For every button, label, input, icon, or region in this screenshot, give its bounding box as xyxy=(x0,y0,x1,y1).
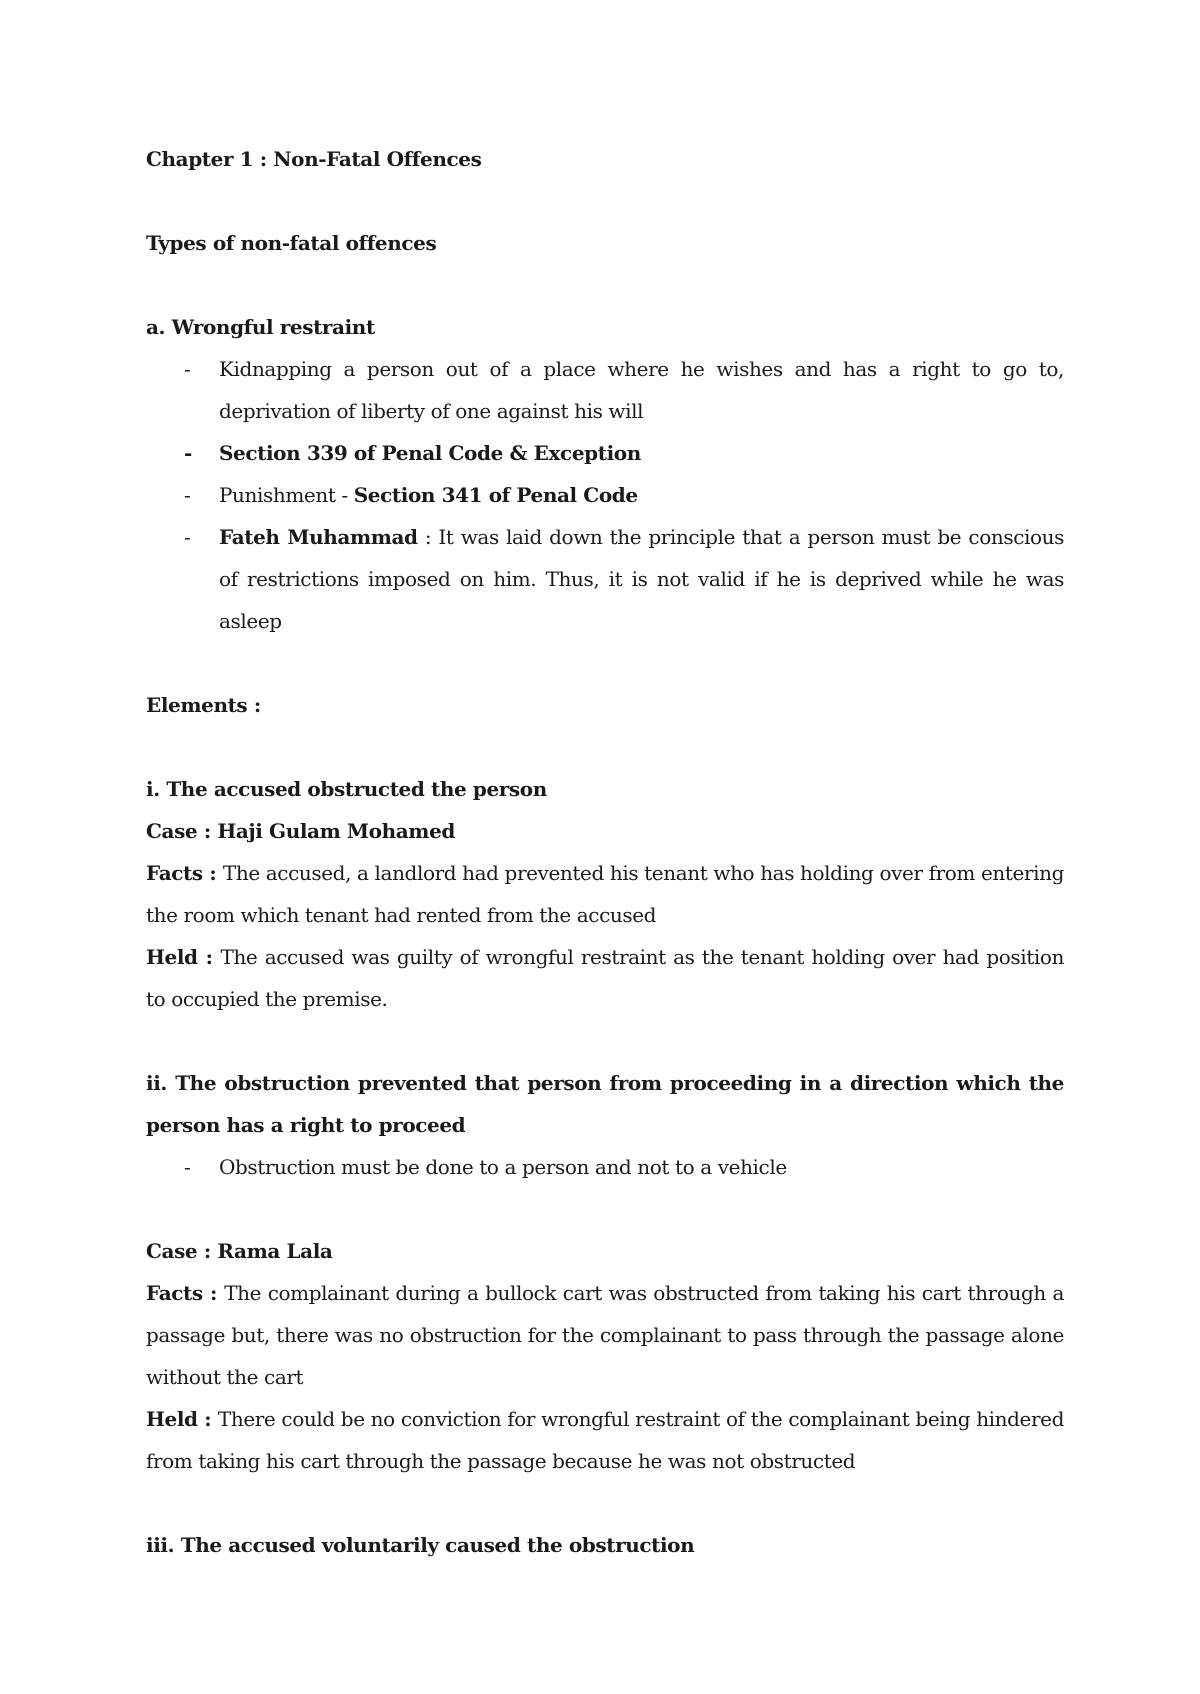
element-i-held xyxy=(146,936,1064,1020)
chapter-title: Chapter 1 : Non-Fatal Offences xyxy=(146,147,482,171)
case-fateh-text: : It was laid down the principle that a person must be conscious of restrictions imposed on him. Thus, it is not valid if he is deprived while he was asleep xyxy=(219,525,1064,633)
spacer xyxy=(146,1482,1064,1524)
element-iii-heading: iii. The accused voluntarily caused the obstruction xyxy=(146,1533,695,1557)
held-label: Held : xyxy=(146,1407,218,1431)
bullet-section-text: Section 339 of Penal Code & Exception xyxy=(219,441,641,465)
held-label: Held : xyxy=(146,945,221,969)
element-ii-bullets xyxy=(146,1146,1064,1188)
element-ii-case xyxy=(146,1230,1064,1272)
bullet-obstruction xyxy=(146,1146,1064,1188)
case-name: Haji Gulam Mohamed xyxy=(217,819,455,843)
bullet-definition xyxy=(146,348,1064,432)
bullet-punishment xyxy=(146,474,1064,516)
section-a-bullets xyxy=(146,348,1064,642)
facts-text: The complainant during a bullock cart was obstructed from taking his cart through a passage but, there was no obstruction for the complainant to pass through the passage alone without the cart xyxy=(146,1281,1064,1389)
case-label: Case : xyxy=(146,819,218,843)
element-i-facts xyxy=(146,852,1064,936)
punishment-section: Section 341 of Penal Code xyxy=(353,483,638,507)
punishment-prefix: Punishment - xyxy=(219,483,354,507)
element-i-heading: i. The accused obstructed the person xyxy=(146,777,547,801)
case-label: Case : xyxy=(146,1239,218,1263)
spacer xyxy=(146,264,1064,306)
element-ii-held xyxy=(146,1398,1064,1482)
element-ii-facts xyxy=(146,1272,1064,1398)
case-name: Rama Lala xyxy=(217,1239,333,1263)
spacer xyxy=(146,1020,1064,1062)
spacer xyxy=(146,180,1064,222)
bullet-case xyxy=(146,516,1064,642)
facts-label: Facts : xyxy=(146,861,223,885)
case-fateh-muhammad: Fateh Muhammad xyxy=(219,525,418,549)
facts-label: Facts : xyxy=(146,1281,225,1305)
spacer xyxy=(146,642,1064,684)
types-heading: Types of non-fatal offences xyxy=(146,231,437,255)
elements-heading: Elements : xyxy=(146,693,261,717)
document-page xyxy=(146,138,1064,1566)
element-i-case xyxy=(146,810,1064,852)
held-text: The accused was guilty of wrongful restraint as the tenant holding over had position to occupied the premise. xyxy=(146,945,1064,1011)
held-text: There could be no conviction for wrongful restraint of the complainant being hindered from taking his cart through the passage because he was not obstructed xyxy=(146,1407,1064,1473)
bullet-obstruction-text: Obstruction must be done to a person and not to a vehicle xyxy=(219,1155,787,1179)
spacer xyxy=(146,726,1064,768)
spacer xyxy=(146,1188,1064,1230)
bullet-definition-text: Kidnapping a person out of a place where he wishes and has a right to go to, deprivation of liberty of one against his will xyxy=(219,357,1064,423)
section-a-heading: a. Wrongful restraint xyxy=(146,315,375,339)
bullet-section xyxy=(146,432,1064,474)
facts-text: The accused, a landlord had prevented his tenant who has holding over from entering the room which tenant had rented from the accused xyxy=(146,861,1064,927)
element-ii-heading: ii. The obstruction prevented that person from proceeding in a direction which the person has a right to proceed xyxy=(146,1071,1064,1137)
